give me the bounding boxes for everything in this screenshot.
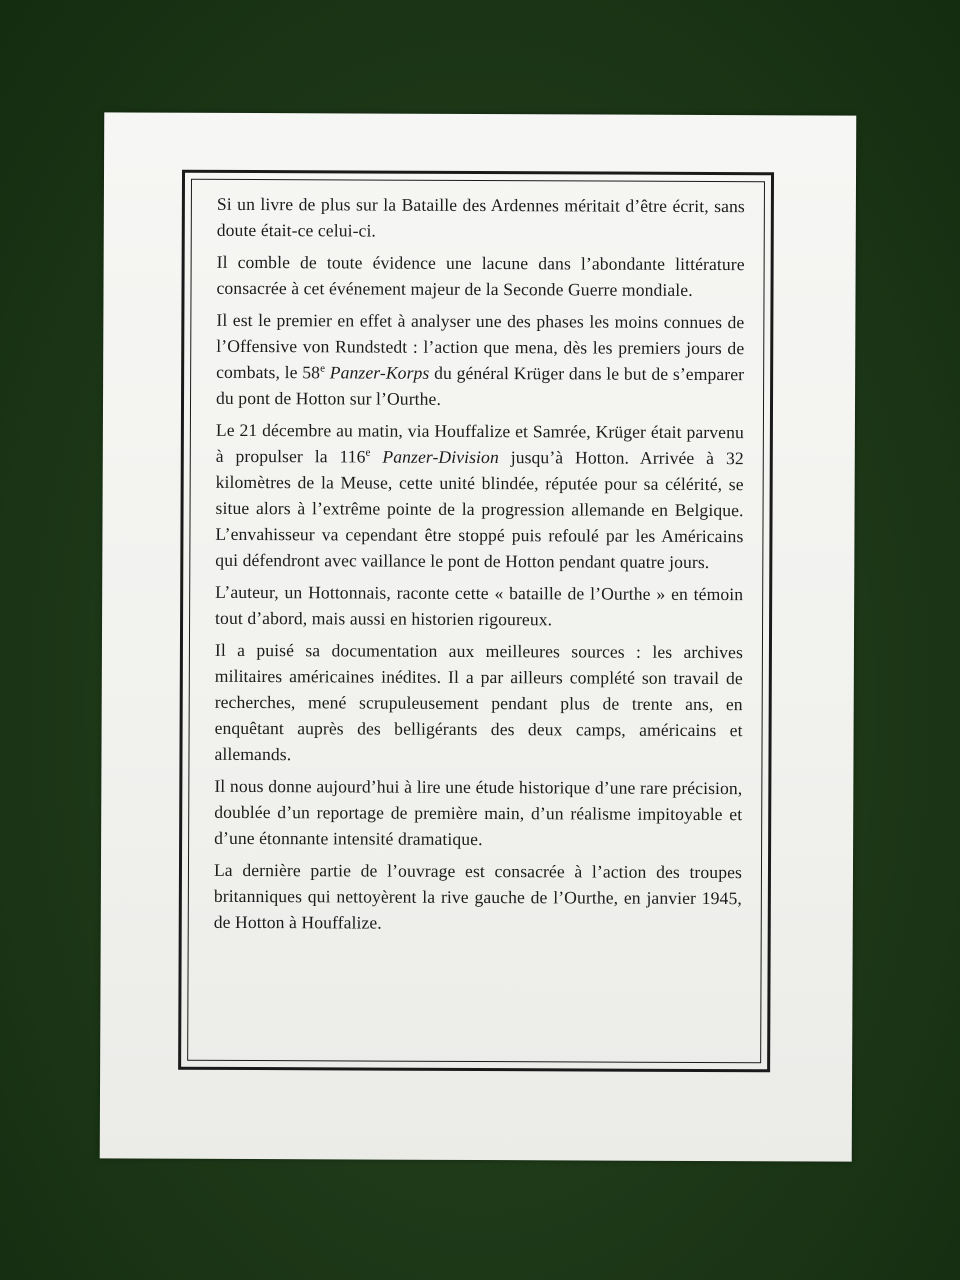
- blurb-paragraph-3: [216, 307, 744, 413]
- blurb-paragraph-6: Il a puisé sa documentation aux meilleures sources : les archives militaires américaines inédites. Il a par ailleurs complété son travail de recherches, mené scrupuleusement pendant plus de trente ans, en enquêtant auprès des belligérants des deux camps, américains et allemands.: [214, 639, 743, 765]
- paragraph-3-superscript: e: [320, 362, 326, 375]
- blurb-paragraph-4: [215, 417, 744, 575]
- blurb-paragraph-5: L’auteur, un Hottonnais, raconte cette « bataille de l’Ourthe » en témoin tout d’abord, mais aussi en historien rigoureux.: [215, 581, 744, 630]
- blurb-text: [214, 191, 745, 943]
- paragraph-3-italic: Panzer-Korps: [329, 362, 430, 383]
- paragraph-3-text-a: Il est le premier en effet à analyser une des phases les moins connues de l’Offensive von Rundstedt : l’action que mena, dès les premiers jours de combats, le 58: [216, 309, 745, 383]
- blurb-paragraph-2: Il comble de toute évidence une lacune dans l’abondante littérature consacrée à cet événement majeur de la Seconde Guerre mondiale.: [216, 251, 745, 300]
- paragraph-4-text-b: jusqu’à Hotton. Arrivée à 32 kilomètres de la Meuse, cette unité blindée, réputée pour sa célérité, se situe alors à l’extrême pointe de la progression allemande en Belgique. L’envahisseur va cependant être stoppé puis refoulé par les Américains qui défendront avec vaillance le pont de Hotton pendant quatre jours.: [215, 447, 744, 573]
- text-frame: [178, 170, 774, 1073]
- paragraph-4-text-a: Le 21 décembre au matin, via Houffalize et Samrée, Krüger était parvenu à propulser la 116: [215, 419, 744, 467]
- blurb-paragraph-7: Il nous donne aujourd’hui à lire une étude historique d’une rare précision, doublée d’un reportage de première main, d’un réalisme impitoyable et d’une étonnante intensité dramatique.: [214, 775, 743, 850]
- paragraph-3-text-b: du général Krüger dans le but de s’emparer du pont de Hotton sur l’Ourthe.: [215, 362, 745, 409]
- blurb-paragraph-1: Si un livre de plus sur la Bataille des Ardennes méritait d’être écrit, sans doute était-ce celui-ci.: [216, 193, 745, 241]
- paragraph-4-italic: Panzer-Division: [382, 446, 499, 468]
- blurb-paragraph-8: La dernière partie de l’ouvrage est consacrée à l’action des troupes britanniques qui nettoyèrent la rive gauche de l’Ourthe, en janvier 1945, de Hotton à Houffalize.: [213, 859, 743, 933]
- paragraph-4-superscript: e: [365, 446, 371, 459]
- book-back-cover: [100, 112, 857, 1161]
